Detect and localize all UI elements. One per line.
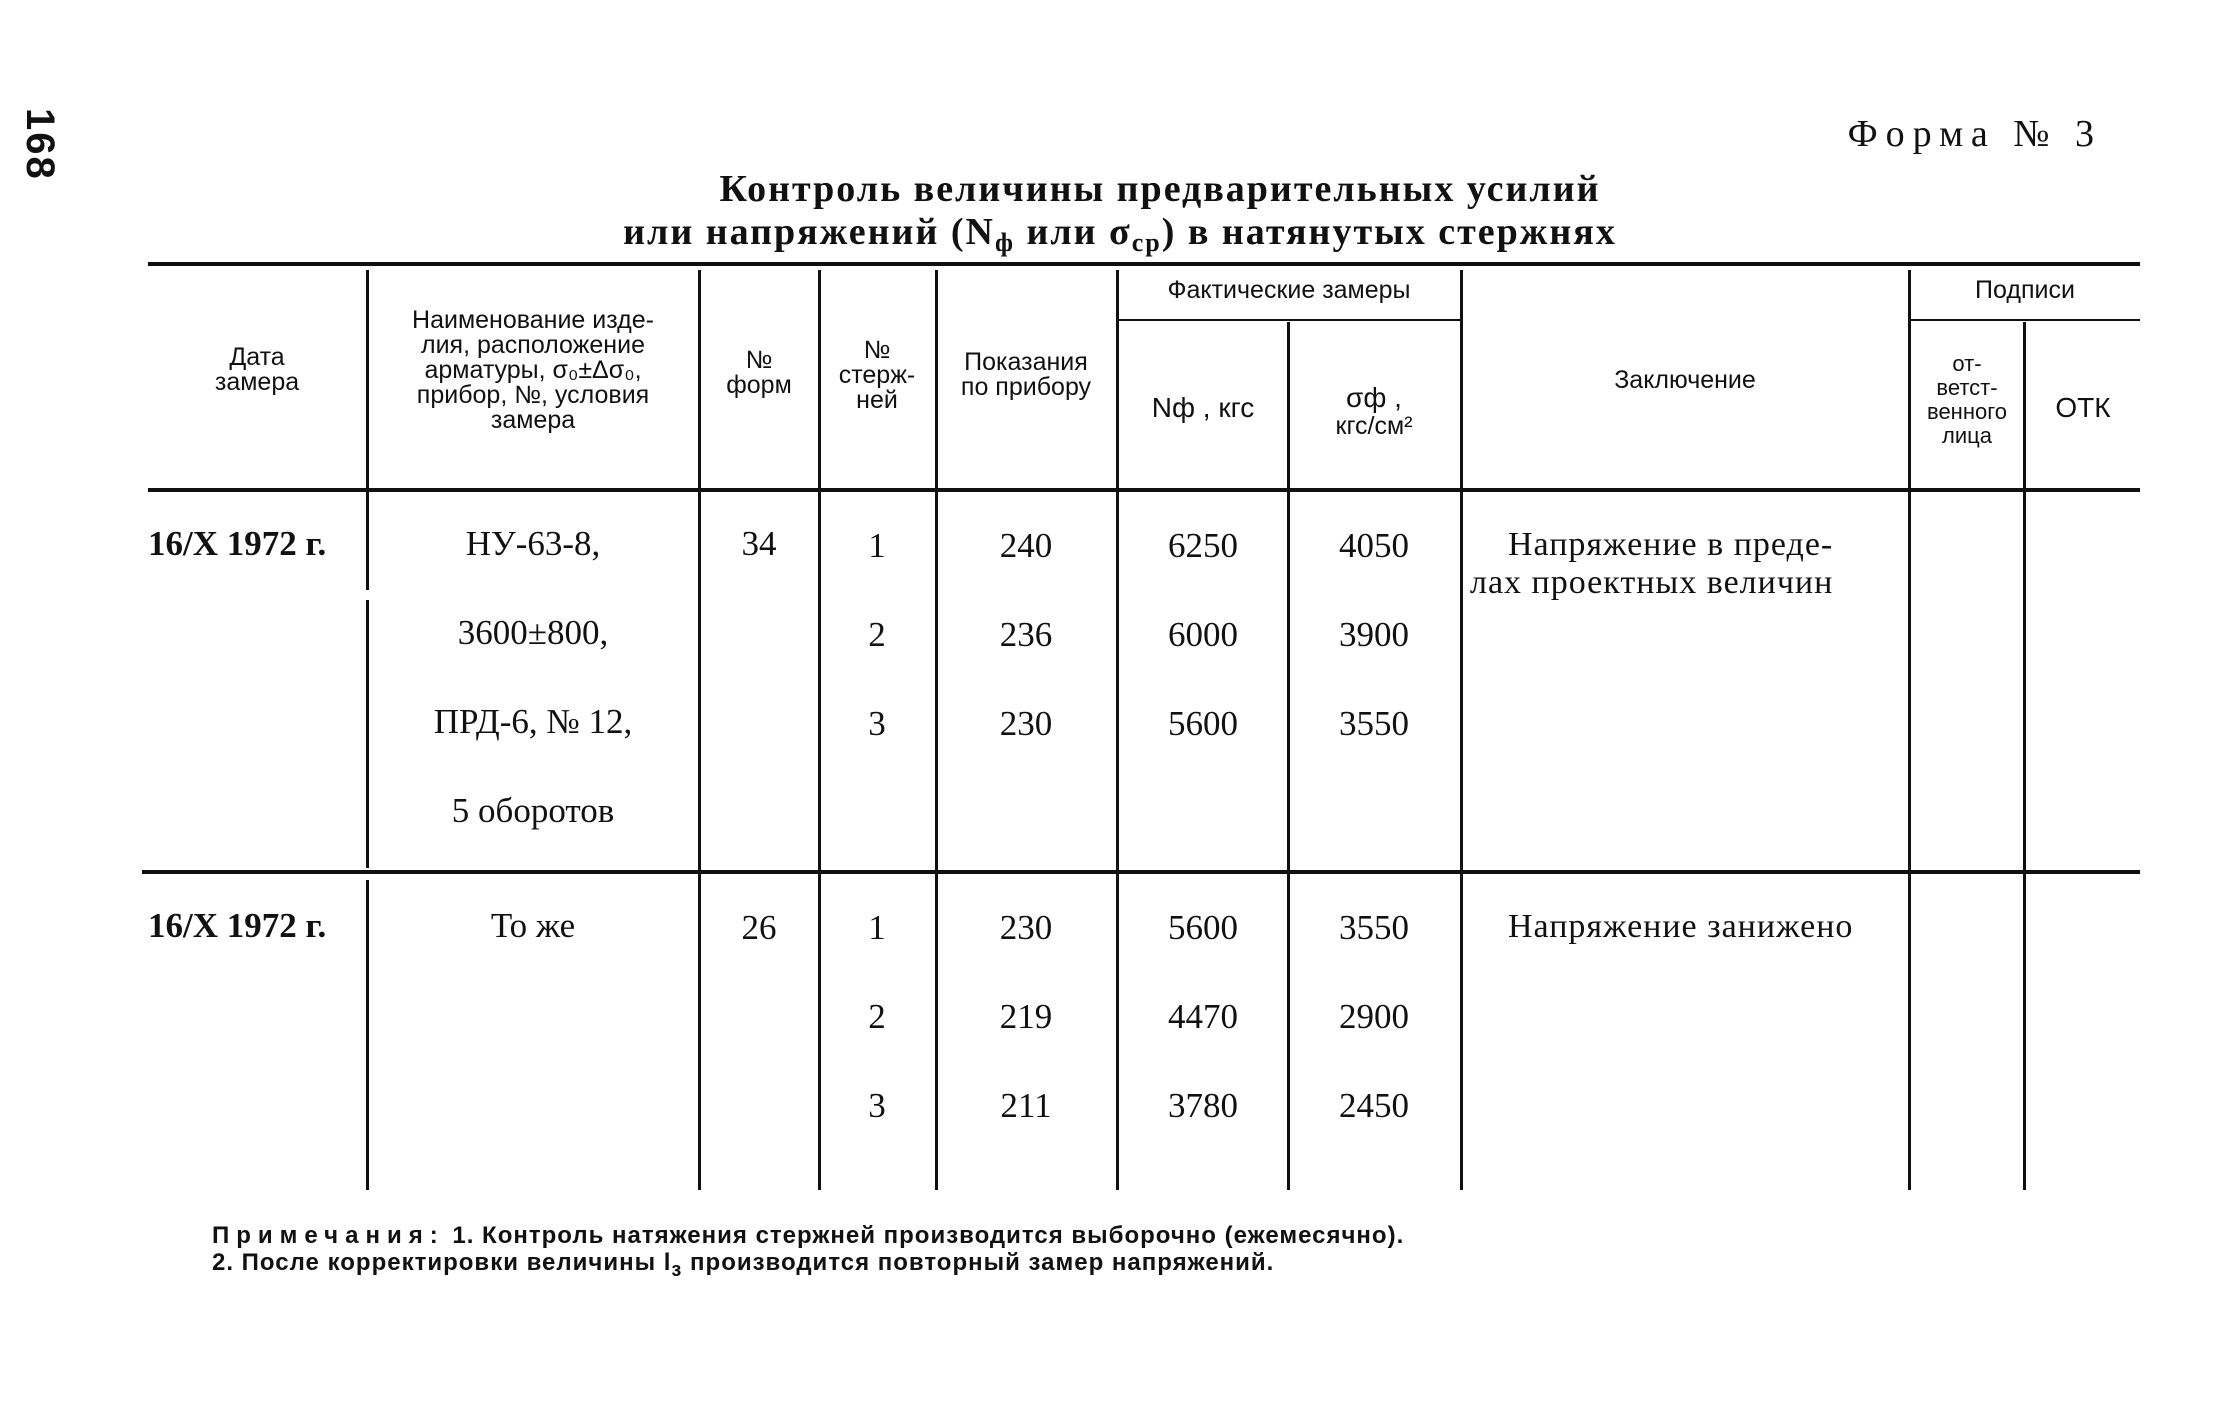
- group-1-row-3-n: 5600: [1168, 704, 1238, 743]
- group-2-row-3-sigma: 2450: [1339, 1086, 1409, 1125]
- col-rule-6: [1287, 322, 1290, 1190]
- group-2-row-1-sigma: 3550: [1339, 908, 1409, 947]
- group-1-name-line-3: ПРД-6, № 12,: [433, 702, 633, 741]
- title-line-1: Контроль величины предварительных усилий: [719, 168, 1601, 210]
- header-form-no: № форм: [726, 346, 792, 399]
- col-rule-7: [1460, 270, 1463, 1190]
- group-2-row-3-reading: 211: [1000, 1086, 1052, 1125]
- col-rule-1b: [366, 600, 369, 868]
- group-1-name-line-4: 5 оборотов: [451, 791, 615, 830]
- title-line-2: или напряжений ($N_ф$ или $\sigma_{ср}$) в натянутых стержнях: [623, 211, 1617, 257]
- header-bottom-rule: [148, 488, 2140, 492]
- group-1-name-line-1: НУ-63-8,: [465, 524, 601, 563]
- group-1-row-2-n: 6000: [1168, 615, 1238, 654]
- header-actual: Фактические замеры: [1167, 276, 1411, 304]
- header-sub-rule-actual: [1118, 319, 1462, 321]
- header-sigma-f: σф , кгс/см²: [1335, 382, 1413, 440]
- header-responsible: от- ветст- венного лица: [1927, 351, 2007, 448]
- group-2-row-3-n: 3780: [1168, 1086, 1238, 1125]
- form-label: Форма № 3: [1847, 113, 2102, 155]
- group-2-row-1-reading: 230: [999, 908, 1053, 947]
- group-1-row-1-sigma: 4050: [1339, 526, 1409, 565]
- col-rule-5: [1116, 270, 1119, 1190]
- col-rule-1c: [366, 880, 369, 1190]
- group-1-name-line-2: 3600±800,: [457, 613, 609, 652]
- header-date: Дата замера: [214, 343, 300, 396]
- group-1-row-1-rod: 1: [868, 526, 886, 565]
- header-n-f: Nф , кгс: [1151, 392, 1255, 423]
- group-2-row-3-rod: 3: [868, 1086, 886, 1125]
- page-number: 168: [18, 108, 62, 181]
- header-otk: ОТК: [2055, 392, 2111, 423]
- group-1-row-2-sigma: 3900: [1339, 615, 1409, 654]
- group-2-date: 16/X 1972 г.: [148, 906, 327, 945]
- group-1-row-3-sigma: 3550: [1339, 704, 1409, 743]
- group-2-form-no: 26: [741, 908, 777, 947]
- col-rule-2: [698, 270, 701, 1190]
- group-1-row-2-reading: 236: [999, 615, 1053, 654]
- group-1-row-3-reading: 230: [999, 704, 1053, 743]
- notes-line-2: 2. После корректировки величины $l_з$ производится повторный замер напряжений.: [212, 1249, 1275, 1281]
- group-2-row-2-sigma: 2900: [1339, 997, 1409, 1036]
- group-1-row-3-rod: 3: [868, 704, 886, 743]
- group-1-form-no: 34: [741, 524, 777, 563]
- header-sub-rule-signatures: [1910, 319, 2140, 321]
- notes: [212, 1222, 1404, 1284]
- group-2-row-2-n: 4470: [1168, 997, 1238, 1036]
- header-name: Наименование изде- лия, расположение арматуры, σ₀±Δσ₀, прибор, №, условия замера: [412, 306, 654, 434]
- header-conclusion: Заключение: [1614, 366, 1756, 394]
- group-1-row-2-rod: 2: [868, 615, 886, 654]
- group-1-row-1-n: 6250: [1168, 526, 1238, 565]
- group-2-row-2-reading: 219: [999, 997, 1053, 1036]
- header-readings: Показания по прибору: [960, 348, 1092, 401]
- group-2-row-1-rod: 1: [868, 908, 886, 947]
- group-divider-rule: [142, 870, 2140, 874]
- notes-line-1: Примечания: 1. Контроль натяжения стержней производится выборочно (ежемесячно).: [212, 1222, 1405, 1249]
- group-1-row-1-reading: 240: [999, 526, 1053, 565]
- group-2-row-1-n: 5600: [1168, 908, 1238, 947]
- table-top-rule: [148, 262, 2140, 266]
- header-rod-no: № стерж- ней: [838, 336, 916, 414]
- header-signatures: Подписи: [1975, 276, 2075, 304]
- group-1-conclusion: Напряжение в преде- лах проектных величин: [1470, 526, 1834, 601]
- group-2-conclusion: Напряжение занижено: [1508, 908, 1854, 945]
- group-2-name-line-1: То же: [490, 906, 576, 945]
- group-1-date: 16/X 1972 г.: [148, 524, 327, 563]
- group-2-row-2-rod: 2: [868, 997, 886, 1036]
- col-rule-1: [366, 270, 369, 590]
- col-rule-9: [2023, 322, 2026, 1190]
